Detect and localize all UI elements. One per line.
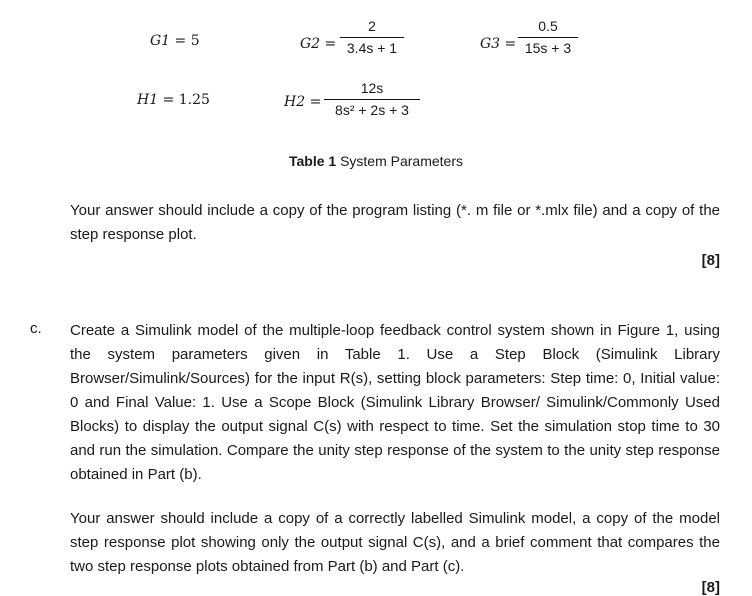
marks-c: [8] bbox=[701, 579, 720, 596]
h2-numerator: 12s bbox=[360, 80, 384, 96]
table-caption-text: System Parameters bbox=[340, 153, 464, 169]
param-h1: H1 = 1.25 bbox=[137, 92, 210, 108]
g1-value: 5 bbox=[190, 33, 200, 49]
param-g2-fraction bbox=[340, 18, 404, 56]
param-h2-fraction bbox=[324, 80, 420, 118]
table-caption bbox=[0, 153, 752, 169]
g3-numerator: 0.5 bbox=[538, 18, 558, 34]
g3-symbol: G3 bbox=[480, 36, 501, 52]
answer-instructions-c: Your answer should include a copy of a correctly labelled Simulink model, a copy of the model step response plot showing only the output signal C(s), and a brief comment that compares the two step response plots obtained from Part (b) and Part (c). bbox=[70, 510, 720, 575]
g3-symbol-row: G3 = bbox=[480, 36, 517, 52]
part-c-question: Create a Simulink model of the multiple-loop feedback control system shown in Figure 1, using the system parameters given in Table 1. Use a Step Block (Simulink Library Browser/Simulink/Sources) for the input R(s), setting block parameters: Step time: 0, Initial value: 0 and Final Value: 1. Use a Scope Block (Simulink Library Browser/ Simulink/Commonly Used Blocks) to display the output signal C(s) with respect to time. Set the simulation stop time to 30 and run the simulation. Compare the unity step response of the system to the unity step response obtained in Part (b). bbox=[70, 322, 720, 483]
marks-b: [8] bbox=[701, 252, 720, 269]
table-caption-label: Table 1 bbox=[288, 153, 337, 169]
param-g3-fraction bbox=[518, 18, 578, 56]
h2-symbol-row: H2 = bbox=[284, 94, 322, 110]
h2-symbol: H2 bbox=[284, 94, 306, 110]
g3-denominator: 15s + 3 bbox=[524, 40, 572, 56]
h1-value: 1.25 bbox=[178, 92, 210, 108]
g2-numerator: 2 bbox=[368, 18, 376, 34]
param-g1: G1 = 5 bbox=[150, 33, 200, 49]
answer-instructions-b: Your answer should include a copy of the program listing (*. m file or *.mlx file) and a copy of the step response plot. bbox=[70, 202, 720, 243]
g2-symbol-row: G2 = bbox=[300, 36, 337, 52]
h1-symbol: H1 bbox=[137, 92, 159, 108]
g2-denominator: 3.4s + 1 bbox=[346, 40, 398, 56]
g1-symbol: G1 bbox=[150, 33, 171, 49]
h2-denominator: 8s² + 2s + 3 bbox=[335, 102, 409, 118]
g2-symbol: G2 bbox=[300, 36, 321, 52]
part-c-label: c. bbox=[30, 320, 42, 337]
